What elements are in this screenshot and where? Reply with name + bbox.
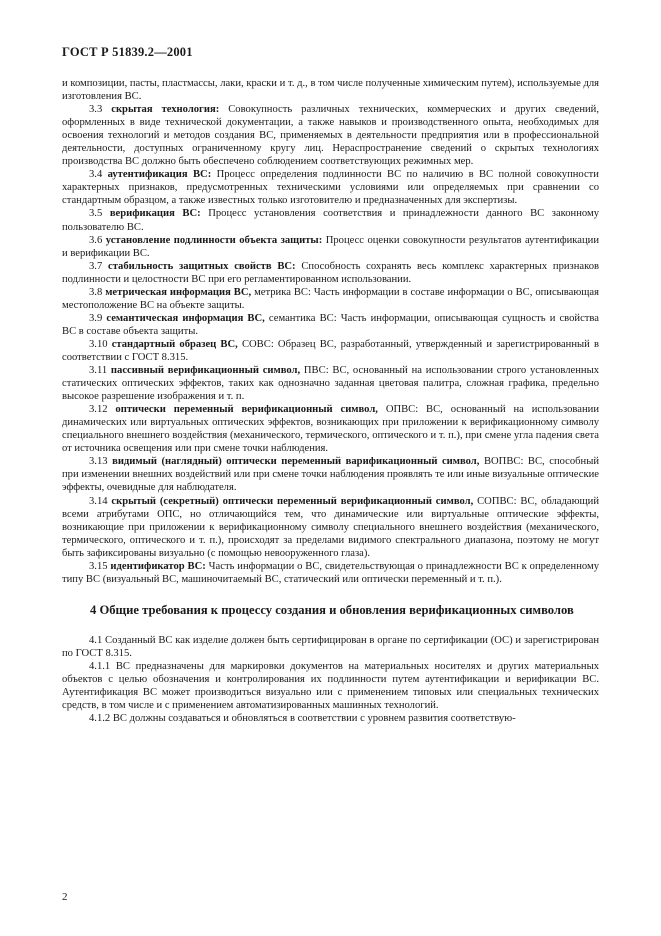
section-paragraph: 4.1.1 ВС предназначены для маркировки документов на материальных носителях и других материальных объектов с целью обозначения и контролирования их подлинности путем аутентификации и верификации ВС. Аутентификация ВС может производиться визуально или с применением типовых или специальных технических средств, в том числе и с применением автоматизированных машинных технологий. [62, 660, 599, 712]
document-body [62, 77, 599, 725]
definition-term: скрытый (секретный) оптически переменный верификационный символ, [111, 495, 474, 507]
definition-number: 3.15 [89, 560, 108, 572]
definition-term: скрытая технология: [111, 104, 220, 116]
definition-number: 3.4 [89, 169, 103, 181]
page-number: 2 [62, 891, 68, 903]
definition-text: Способность сохранять весь комплекс характерных признаков подлинности и целостности ВС при его регламентированном использовании. [62, 260, 600, 285]
definition-term: идентификатор ВС: [110, 560, 206, 572]
definition-item [62, 286, 599, 312]
definition-term: пассивный верификационный символ, [110, 365, 301, 377]
definition-text: Часть информации о ВС, свидетельствующая о принадлежности ВС к определенному типу ВС (визуальный ВС, машиночитаемый ВС, статический или оптически переменный и т. п.). [62, 560, 599, 585]
definition-term: стабильность защитных свойств ВС: [108, 260, 296, 272]
definition-item [62, 168, 599, 207]
definition-term: стандартный образец ВС, [111, 338, 238, 350]
definition-term: семантическая информация ВС, [106, 312, 265, 324]
definition-item [62, 103, 599, 168]
definition-item [62, 403, 599, 455]
definition-text: Процесс оценки совокупности результатов аутентификации и верификации ВС. [62, 234, 599, 259]
definition-number: 3.6 [89, 234, 103, 246]
definitions-list [62, 103, 599, 586]
definition-number: 3.7 [89, 260, 103, 272]
definition-item [62, 455, 599, 494]
intro-paragraph: и композиции, пасты, пластмассы, лаки, краски и т. д., в том числе полученные химическим путем), используемые для изготовления ВС. [62, 78, 599, 103]
definition-item [62, 312, 599, 338]
definition-number: 3.3 [89, 104, 103, 116]
definition-term: видимый (наглядный) оптически переменный варификационный символ, [112, 456, 480, 468]
definition-term: установление подлинности объекта защиты: [105, 234, 323, 246]
definition-term: оптически переменный верификационный символ, [115, 404, 378, 416]
definition-text: СОВС: Образец ВС, разработанный, утвержденный и зарегистрированный в соответствии с ГОСТ 8.315. [62, 338, 599, 363]
definition-term: аутентификация ВС: [107, 169, 212, 181]
definition-term: верификация ВС: [109, 208, 201, 220]
definition-item [62, 234, 599, 260]
definition-number: 3.11 [89, 365, 108, 377]
definition-text: Процесс установления соответствия и принадлежности данного ВС законному пользователю ВС. [62, 208, 599, 233]
definition-item [62, 260, 599, 286]
section-heading: 4 Общие требования к процессу создания и обновления верификационных символов [90, 602, 574, 617]
definition-text: ВОПВС: ВС, способный при изменении внешних воздействий или при смене точки наблюдения проявлять те или иные визуальные оптические эффекты, очевидные для наблюдателя. [62, 456, 600, 494]
section-paragraph: 4.1 Созданный ВС как изделие должен быть сертифицирован в органе по сертификации (ОС) и зарегистрирован по ГОСТ 8.315. [62, 634, 599, 659]
definition-number: 3.10 [89, 338, 108, 350]
definition-text: ОПВС: ВС, основанный на использовании динамических или виртуальных оптических эффектов, возникающих при приложении к верификационному символу специального внешнего воздействия (механического, термического, оптического и т. п.), при смене угла падения света от источника освещения или при смене точки наблюдения. [62, 404, 600, 455]
definition-text: метрика ВС: Часть информации в составе информации о ВС, описывающая местоположение ВС на объекте защиты. [62, 286, 600, 311]
definition-text: семантика ВС: Часть информации, описывающая сущность и свойства ВС в составе объекта защиты. [62, 312, 599, 337]
definition-number: 3.14 [89, 495, 108, 507]
definition-number: 3.12 [89, 404, 108, 416]
definition-item [62, 495, 599, 560]
section-paragraphs [62, 634, 599, 725]
definition-term: метрическая информация ВС, [105, 286, 252, 298]
definition-number: 3.5 [89, 208, 103, 220]
definition-item [62, 364, 599, 403]
definition-text: Совокупность различных технических, коммерческих и других сведений, оформленных в виде технической документации, а также навыков и производственного опыта, необходимых для освоения технологий и методов создания ВС, применяемых в деятельности предприятия или в профессиональной деятельности, доступных ограниченному кругу лиц. Нераспространение сведений о скрытых технологиях производства ВС должно быть обеспечено соблюдением соответствующих режимных мер. [62, 104, 599, 168]
definition-number: 3.13 [89, 456, 108, 468]
definition-text: Процесс определения подлинности ВС по наличию в ВС полной совокупности характерных признаков, предусмотренных техническими условиями или определяемых при сравнении со стандартным образцом, а также известных только изготовителю и предназначенных для экспертизы. [62, 169, 599, 207]
definition-item [62, 338, 599, 364]
definition-item [62, 207, 599, 233]
definition-text: ПВС: ВС, основанный на использовании строго установленных статических оптических эффектов, таких как однозначно заданная цветовая палитра, сложная графика, предельно высокое разрешение изображения и т. п. [62, 365, 599, 403]
section-paragraph: 4.1.2 ВС должны создаваться и обновляться в соответствии с уровнем развития соответствую- [89, 713, 516, 725]
definition-text: СОПВС: ВС, обладающий всеми атрибутами ОПС, но отличающийся тем, что динамические или виртуальные оптические эффекты, возникающие при приложении к верификационному символу специального внешнего воздействия (механического, термического, оптического и т. п.), происходят за пределами видимого спектрального диапазона, поэтому не могут быть зафиксированы визуально (с помощью невооруженного глаза). [62, 495, 599, 559]
definition-item [62, 560, 599, 586]
document-header: ГОСТ Р 51839.2—2001 [62, 45, 193, 59]
definition-number: 3.9 [89, 312, 103, 324]
definition-number: 3.8 [89, 286, 103, 298]
